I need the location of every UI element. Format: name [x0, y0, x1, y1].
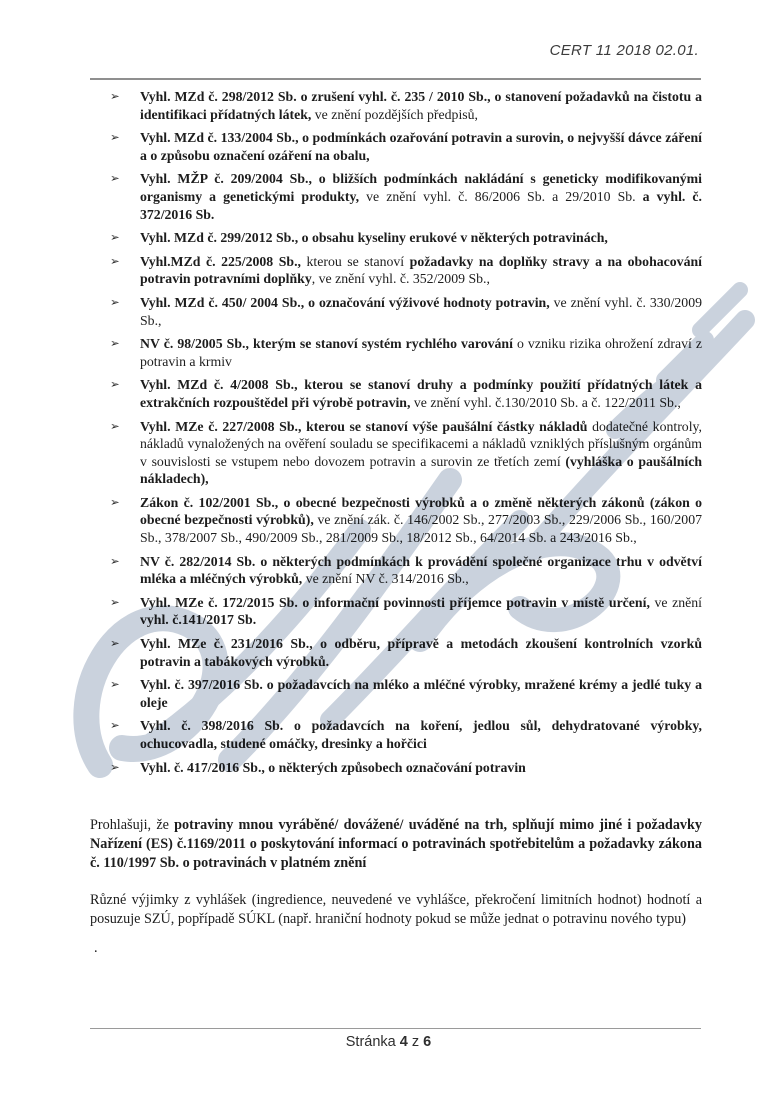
bullet-arrow-icon: ➢	[110, 377, 120, 392]
text-run: Různé výjimky z vyhlášek (ingredience, neuvedené ve vyhlášce, překročení limitních hodnot) hodnotí a posuzuje SZÚ, popřípadě SÚKL (např. hraniční hodnoty pokud se může jednat o potravinu nového typu)	[90, 892, 702, 928]
bullet-arrow-icon: ➢	[110, 759, 120, 774]
text-run: ve znění NV č. 314/2016 Sb.,	[302, 571, 469, 587]
text-run-bold: NV č. 98/2005 Sb., kterým se stanoví systém rychlého varování	[140, 336, 513, 352]
regulation-item	[90, 88, 702, 123]
header-divider	[90, 78, 701, 80]
text-run: ve znění vyhl. č. 86/2006 Sb. a 29/2010 Sb.	[359, 188, 643, 204]
bullet-arrow-icon: ➢	[110, 230, 120, 245]
text-run-bold: Vyhl. MZd č. 133/2004 Sb., o podmínkách ozařování potravin a surovin, o nejvyšší dávce záření a o způsobu označení ozáření na obalu,	[140, 130, 702, 163]
regulation-item	[90, 418, 702, 488]
regulation-item	[90, 635, 702, 670]
page-number-footer	[0, 1034, 777, 1050]
regulation-item	[90, 759, 702, 777]
text-run: ve znění vyhl. č. 330/2009 Sb.,	[140, 294, 702, 328]
page-content	[90, 88, 702, 976]
text-run: Stránka	[345, 1034, 400, 1050]
bullet-arrow-icon: ➢	[110, 418, 120, 433]
declaration-paragraph	[90, 816, 702, 873]
text-run-bold: 4	[399, 1034, 408, 1050]
text-run: kterou se stanoví	[300, 253, 410, 269]
text-run: .	[94, 940, 98, 957]
text-run-bold: a vyhl. č. 372/2016 Sb.	[140, 188, 703, 222]
text-run-bold: vyhl. č.141/2017 Sb.	[140, 612, 257, 628]
bullet-arrow-icon: ➢	[110, 171, 120, 186]
bullet-arrow-icon: ➢	[110, 253, 120, 268]
bullet-arrow-icon: ➢	[110, 494, 120, 509]
text-run: dodatečné kontroly, nákladů vynaložených na ověření souladu se specifikacemi a nákladů vzniklých příslušným orgánům v souvislosti se vstupem nebo dovozem potravin a surovin ze třetích zemí	[140, 418, 702, 469]
regulation-item	[90, 676, 702, 711]
bullet-arrow-icon: ➢	[110, 553, 120, 568]
text-run-bold: Vyhl. MZd č. 299/2012 Sb., o obsahu kyseliny erukové v některých potravinách,	[140, 230, 608, 246]
regulation-item	[90, 294, 702, 329]
text-run-bold: Vyhl. MZd č. 298/2012 Sb. o zrušení vyhl. č. 235 / 2010 Sb., o stanovení požadavků na čistotu a identifikaci přídatných látek,	[140, 89, 702, 122]
stray-dot	[94, 939, 702, 958]
text-run: ve znění	[649, 594, 702, 610]
text-run: o vzniku rizika ohrožení zdraví z potravin a krmiv	[140, 336, 702, 369]
bullet-arrow-icon: ➢	[110, 594, 120, 609]
exceptions-paragraph	[90, 891, 702, 929]
text-run: , ve znění vyhl. č. 352/2009 Sb.,	[311, 271, 490, 287]
regulation-item	[90, 335, 702, 370]
text-run: Prohlašuji, že	[90, 817, 175, 834]
regulation-item	[90, 494, 702, 547]
regulation-item	[90, 376, 702, 411]
text-run-bold: Vyhl. č. 417/2016 Sb., o některých způsobech označování potravin	[140, 759, 526, 775]
regulation-item	[90, 229, 702, 247]
text-run-bold: Vyhl.MZd č. 225/2008 Sb.,	[140, 253, 301, 269]
text-run: ve znění pozdějších předpisů,	[311, 106, 478, 122]
bullet-arrow-icon: ➢	[110, 718, 120, 733]
bullet-arrow-icon: ➢	[110, 130, 120, 145]
text-run-bold: 6	[423, 1034, 432, 1050]
regulation-item	[90, 129, 702, 164]
text-run-bold: (vyhláška o paušálních nákladech),	[140, 453, 702, 487]
bullet-arrow-icon: ➢	[110, 89, 120, 103]
regulation-item	[90, 553, 702, 588]
text-run-bold: Vyhl. MZe č. 172/2015 Sb. o informační povinnosti příjemce potravin v místě určení,	[140, 594, 650, 610]
text-run: ve znění zák. č. 146/2002 Sb., 277/2003 Sb., 229/2006 Sb., 160/2007 Sb., 378/2007 Sb., 490/2009 Sb., 281/2009 Sb., 18/2012 Sb., 64/2014 Sb. a 243/2016 Sb.,	[140, 512, 702, 546]
text-run-bold: Vyhl. MŽP č. 209/2004 Sb., o bližších podmínkách nakládání s geneticky modifikovanými organismy a genetickými produkty,	[140, 171, 702, 204]
bullet-arrow-icon: ➢	[110, 636, 120, 651]
header-doc-code: CERT 11 2018 02.01.	[549, 42, 699, 59]
footer-divider	[90, 1028, 701, 1029]
bullet-arrow-icon: ➢	[110, 677, 120, 692]
text-run-bold: požadavky na doplňky stravy a na obohacování potravin potravními doplňky	[140, 253, 702, 287]
text-run-bold: Vyhl. MZd č. 4/2008 Sb., kterou se stanoví druhy a podmínky použití přídatných látek a extrakčních rozpouštědel při výrobě potravin,	[140, 377, 702, 410]
regulation-item	[90, 717, 702, 752]
closing-paragraphs	[90, 816, 702, 958]
text-run-bold: Vyhl. č. 398/2016 Sb. o požadavcích na koření, jedlou sůl, dehydratované výrobky, ochucovadla, studené omáčky, dresinky a hořčici	[140, 718, 702, 751]
text-run: ve znění vyhl. č.130/2010 Sb. a č. 122/2011 Sb.,	[410, 394, 681, 410]
bullet-arrow-icon: ➢	[110, 336, 120, 351]
text-run-bold: potraviny mnou vyráběné/ dovážené/ uváděné na trh, splňují mimo jiné i požadavky Nařízení (ES) č.1169/2011 o poskytování informací o potravinách spotřebitelům a požadavky zákona č. 110/1997 Sb. o potravinách v platném znění	[90, 817, 702, 872]
text-run: z	[407, 1034, 424, 1050]
text-run-bold: Zákon č. 102/2001 Sb., o obecné bezpečnosti výrobků a o změně některých zákonů (zákon o obecné bezpečnosti výrobků),	[140, 494, 702, 528]
regulation-item	[90, 253, 702, 288]
text-run-bold: Vyhl. č. 397/2016 Sb. o požadavcích na mléko a mléčné výrobky, mražené krémy a jedlé tuky a oleje	[140, 677, 702, 710]
text-run-bold: NV č. 282/2014 Sb. o některých podmínkách k provádění společné organizace trhu v odvětví mléka a mléčných výrobků,	[140, 553, 702, 587]
text-run-bold: Vyhl. MZe č. 231/2016 Sb., o odběru, přípravě a metodách zkoušení kontrolních vzorků potravin a tabákových výrobků.	[140, 636, 702, 669]
text-run-bold: Vyhl. MZd č. 450/ 2004 Sb., o označování výživové hodnoty potravin,	[140, 294, 550, 310]
regulation-item	[90, 594, 702, 629]
regulation-list	[90, 88, 702, 776]
regulation-item	[90, 170, 702, 223]
bullet-arrow-icon: ➢	[110, 294, 120, 309]
text-run-bold: Vyhl. MZe č. 227/2008 Sb., kterou se stanoví výše paušální částky nákladů	[140, 418, 588, 434]
